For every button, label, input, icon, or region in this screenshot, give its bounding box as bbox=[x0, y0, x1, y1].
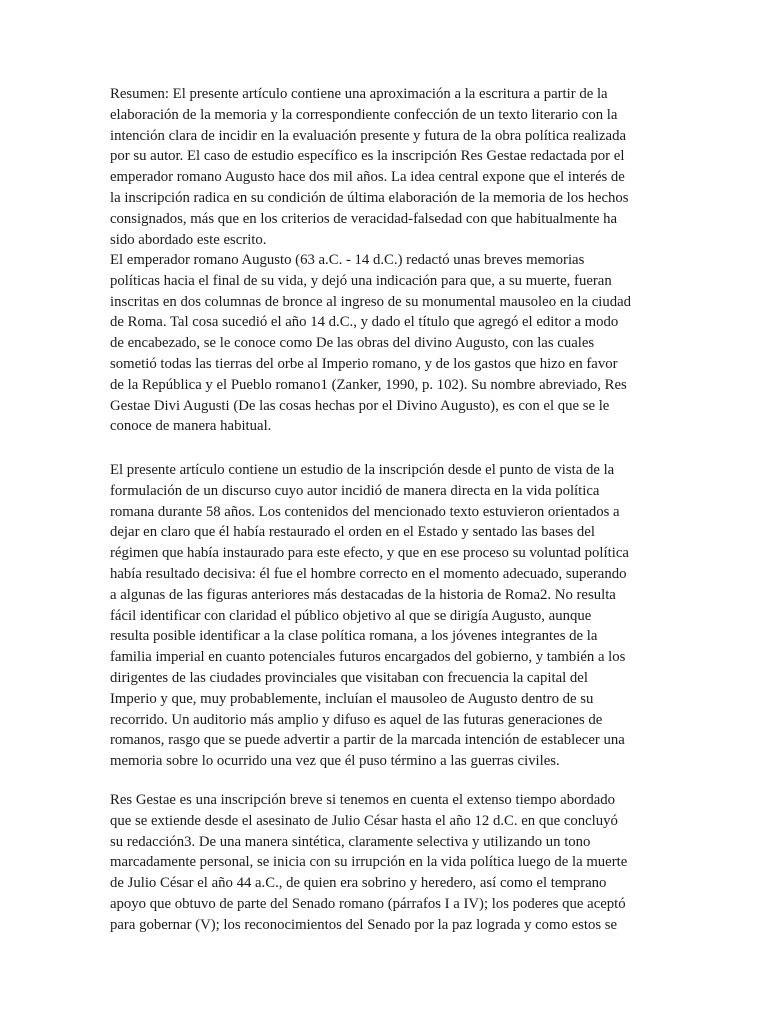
text-line: políticas hacia el final de su vida, y dejó una indicación para que, a su muerte, fueran bbox=[110, 272, 612, 289]
text-line: memoria sobre lo ocurrido una vez que él puso término a las guerras civiles. bbox=[110, 753, 560, 770]
body-paragraph bbox=[110, 790, 658, 936]
text-line: marcadamente personal, se inicia con su irrupción en la vida política luego de la muerte bbox=[110, 854, 628, 871]
text-line: resulta posible identificar a la clase política romana, a los jóvenes integrantes de la bbox=[110, 628, 598, 645]
text-line: de la República y el Pueblo romano1 (Zanker, 1990, p. 102). Su nombre abreviado, Res bbox=[110, 376, 627, 393]
text-line: a algunas de las figuras anteriores más destacadas de la historia de Roma2. No resulta bbox=[110, 586, 616, 603]
text-line: romanos, rasgo que se puede advertir a partir de la marcada intención de establecer una bbox=[110, 732, 625, 749]
text-line: emperador romano Augusto hace dos mil años. La idea central expone que el interés de bbox=[110, 169, 625, 186]
text-line: de Roma. Tal cosa sucedió el año 14 d.C., y dado el título que agregó el editor a modo bbox=[110, 314, 619, 331]
text-line: dejar en claro que él había restaurado el orden en el Estado y sentado las bases del bbox=[110, 524, 595, 541]
text-line: romana durante 58 años. Los contenidos del mencionado texto estuvieron orientados a bbox=[110, 503, 620, 520]
text-line: de encabezado, se le conoce como De las obras del divino Augusto, con las cuales bbox=[110, 335, 595, 352]
text-line: El emperador romano Augusto (63 a.C. - 14 d.C.) redactó unas breves memorias bbox=[110, 252, 585, 268]
abstract-paragraph bbox=[110, 84, 658, 250]
text-line: sido abordado este escrito. bbox=[110, 231, 267, 248]
text-line: conoce de manera habitual. bbox=[110, 418, 272, 435]
text-line: Resumen: El presente artículo contiene una aproximación a la escritura a partir de la bbox=[110, 86, 608, 102]
text-line: intención clara de incidir en la evaluación presente y futura de la obra política realizada bbox=[110, 127, 626, 144]
text-line: familia imperial en cuanto potenciales futuros encargados del gobierno, y también a los bbox=[110, 649, 626, 666]
text-line: Gestae Divi Augusti (De las cosas hechas por el Divino Augusto), es con el que se le bbox=[110, 397, 610, 414]
text-line: elaboración de la memoria y la correspondiente confección de un texto literario con la bbox=[110, 106, 618, 123]
text-line: consignados, más que en los criterios de veracidad-falsedad con que habitualmente ha bbox=[110, 210, 618, 227]
text-line: había resultado decisiva: él fue el hombre correcto en el momento adecuado, superando bbox=[110, 565, 627, 582]
text-line: fácil identificar con claridad el público objetivo al que se dirigía Augusto, aunque bbox=[110, 607, 592, 624]
text-line: su redacción3. De una manera sintética, claramente selectiva y utilizando un tono bbox=[110, 833, 591, 850]
text-line: por su autor. El caso de estudio específico es la inscripción Res Gestae redactada por el bbox=[110, 148, 625, 165]
text-line: sometió todas las tierras del orbe al Imperio romano, y de los gastos que hizo en favor bbox=[110, 355, 618, 372]
text-line: dirigentes de las ciudades provinciales que visitaban con frecuencia la capital del bbox=[110, 669, 588, 686]
text-line: régimen que había instaurado para este efecto, y que en ese proceso su voluntad política bbox=[110, 545, 629, 562]
body-paragraph bbox=[110, 250, 658, 437]
text-line: que se extiende desde el asesinato de Julio César hasta el año 12 d.C. en que concluyó bbox=[110, 812, 618, 829]
text-line: inscritas en dos columnas de bronce al ingreso de su monumental mausoleo en la ciudad bbox=[110, 293, 632, 310]
text-line: la inscripción radica en su condición de última elaboración de la memoria de los hechos bbox=[110, 189, 629, 206]
text-line: para gobernar (V); los reconocimientos del Senado por la paz lograda y como estos se bbox=[110, 916, 618, 933]
text-line: de Julio César el año 44 a.C., de quien era sobrino y heredero, así como el temprano bbox=[110, 875, 607, 892]
text-line: recorrido. Un auditorio más amplio y difuso es aquel de las futuras generaciones de bbox=[110, 711, 603, 728]
text-line: formulación de un discurso cuyo autor incidió de manera directa en la vida política bbox=[110, 482, 600, 499]
text-line: Res Gestae es una inscripción breve si tenemos en cuenta el extenso tiempo abordado bbox=[110, 792, 616, 808]
text-line: Imperio y que, muy probablemente, incluían el mausoleo de Augusto dentro de su bbox=[110, 690, 594, 707]
text-line: El presente artículo contiene un estudio de la inscripción desde el punto de vista de la bbox=[110, 462, 615, 478]
body-paragraph bbox=[110, 460, 658, 772]
text-line: apoyo que obtuvo de parte del Senado romano (párrafos I a IV); los poderes que aceptó bbox=[110, 895, 626, 912]
